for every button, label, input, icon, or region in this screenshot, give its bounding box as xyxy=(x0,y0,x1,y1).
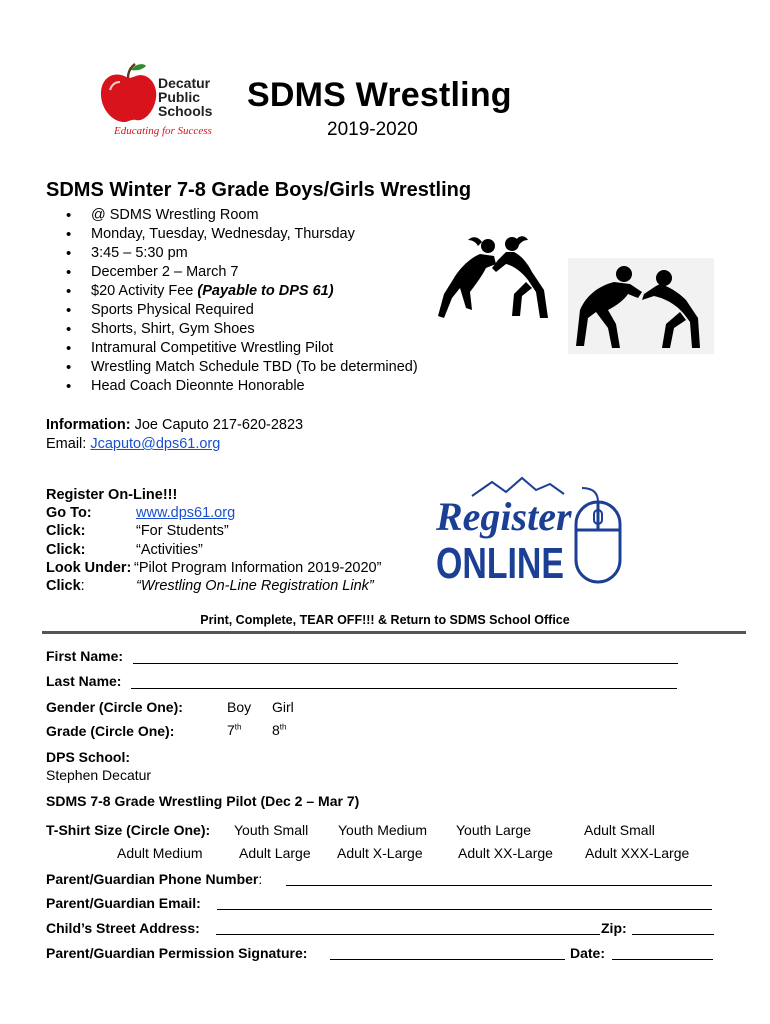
date-field[interactable] xyxy=(612,959,713,960)
list-item: • Shorts, Shirt, Gym Shoes xyxy=(64,320,418,339)
list-item: • December 2 – March 7 xyxy=(64,263,418,282)
mouse-icon xyxy=(576,488,620,582)
pilot-heading: SDMS 7-8 Grade Wrestling Pilot (Dec 2 – Mar 7) xyxy=(46,793,360,809)
grade-option-7[interactable]: 7th xyxy=(227,722,242,738)
list-item: • Head Coach Dieonnte Honorable xyxy=(64,377,418,396)
first-name-label: First Name: xyxy=(46,648,124,664)
wrestlers-boys-image xyxy=(568,258,714,354)
wrestlers-girls-image xyxy=(434,232,556,328)
list-item: • Sports Physical Required xyxy=(64,301,418,320)
svg-text:ONLINE: ONLINE xyxy=(436,539,564,586)
size-adult-medium[interactable]: Adult Medium xyxy=(117,845,203,861)
logo-tagline: Educating for Success xyxy=(114,125,212,137)
gender-option-boy[interactable]: Boy xyxy=(227,699,252,715)
website-link[interactable]: www.dps61.org xyxy=(136,505,236,522)
info-label: Information: xyxy=(46,417,131,433)
first-name-field[interactable] xyxy=(133,663,678,664)
contact-info xyxy=(46,416,303,454)
logo-line1: Decatur xyxy=(158,75,211,91)
size-youth-large[interactable]: Youth Large xyxy=(456,822,531,838)
program-details-list xyxy=(64,206,418,396)
list-item: • Intramural Competitive Wrestling Pilot xyxy=(64,339,418,358)
grade-label: Grade (Circle One): xyxy=(46,723,175,739)
school-value: Stephen Decatur xyxy=(46,767,152,783)
divider xyxy=(42,631,746,634)
logo-line2: Public xyxy=(158,89,201,105)
size-adult-xxxlarge[interactable]: Adult XXX-Large xyxy=(585,845,690,861)
school-label: DPS School: xyxy=(46,749,131,765)
tshirt-label: T-Shirt Size (Circle One): xyxy=(46,822,211,838)
register-online-badge xyxy=(432,474,628,586)
fee-note: (Payable to DPS 61) xyxy=(197,283,334,299)
gender-label: Gender (Circle One): xyxy=(46,699,183,715)
gender-option-girl[interactable]: Girl xyxy=(272,699,294,715)
logo-line3: Schools xyxy=(158,103,213,119)
size-youth-small[interactable]: Youth Small xyxy=(234,822,309,838)
svg-text:Register: Register xyxy=(436,494,572,539)
signature-label: Parent/Guardian Permission Signature: xyxy=(46,945,308,961)
info-contact: Joe Caputo 217-620-2823 xyxy=(130,417,304,433)
list-item: • Monday, Tuesday, Wednesday, Thursday xyxy=(64,225,418,244)
zip-field[interactable] xyxy=(632,934,714,935)
tear-off-note: Print, Complete, TEAR OFF!!! & Return to SDMS School Office xyxy=(200,613,570,627)
size-youth-medium[interactable]: Youth Medium xyxy=(338,822,427,838)
address-label: Child’s Street Address: xyxy=(46,920,200,936)
phone-field[interactable] xyxy=(286,885,712,886)
season-year: 2019-2020 xyxy=(327,119,418,140)
email-link[interactable]: Jcaputo@dps61.org xyxy=(90,436,221,452)
guardian-email-field[interactable] xyxy=(217,909,712,910)
list-item: • $20 Activity Fee (Payable to DPS 61) xyxy=(64,282,418,301)
phone-label: Parent/Guardian Phone Number: xyxy=(46,871,263,887)
register-instructions: Register On-Line!!! Go To: www.dps61.org Click: “For Students” Click: “Activities” Look Under: “Pilot Program Information 2019-2020” Click: “Wrestling On-Line Registration Link” xyxy=(46,487,382,595)
size-adult-xlarge[interactable]: Adult X-Large xyxy=(337,845,423,861)
address-field[interactable] xyxy=(216,934,600,935)
grade-option-8[interactable]: 8th xyxy=(272,722,287,738)
school-logo xyxy=(98,60,224,142)
zip-label: Zip: xyxy=(601,920,627,936)
list-item: • Wrestling Match Schedule TBD (To be determined) xyxy=(64,358,418,377)
list-item: • @ SDMS Wrestling Room xyxy=(64,206,418,225)
list-item: • 3:45 – 5:30 pm xyxy=(64,244,418,263)
date-label: Date: xyxy=(570,945,606,961)
page-title: SDMS Wrestling xyxy=(247,76,512,114)
guardian-email-label: Parent/Guardian Email: xyxy=(46,895,201,911)
program-subtitle: SDMS Winter 7-8 Grade Boys/Girls Wrestling xyxy=(46,179,472,201)
size-adult-xxlarge[interactable]: Adult XX-Large xyxy=(458,845,553,861)
size-adult-small[interactable]: Adult Small xyxy=(584,822,655,838)
register-heading: Register On-Line!!! xyxy=(46,487,178,503)
size-adult-large[interactable]: Adult Large xyxy=(239,845,311,861)
email-label: Email: xyxy=(46,436,91,452)
last-name-label: Last Name: xyxy=(46,673,122,689)
last-name-field[interactable] xyxy=(131,688,677,689)
signature-field[interactable] xyxy=(330,959,565,960)
